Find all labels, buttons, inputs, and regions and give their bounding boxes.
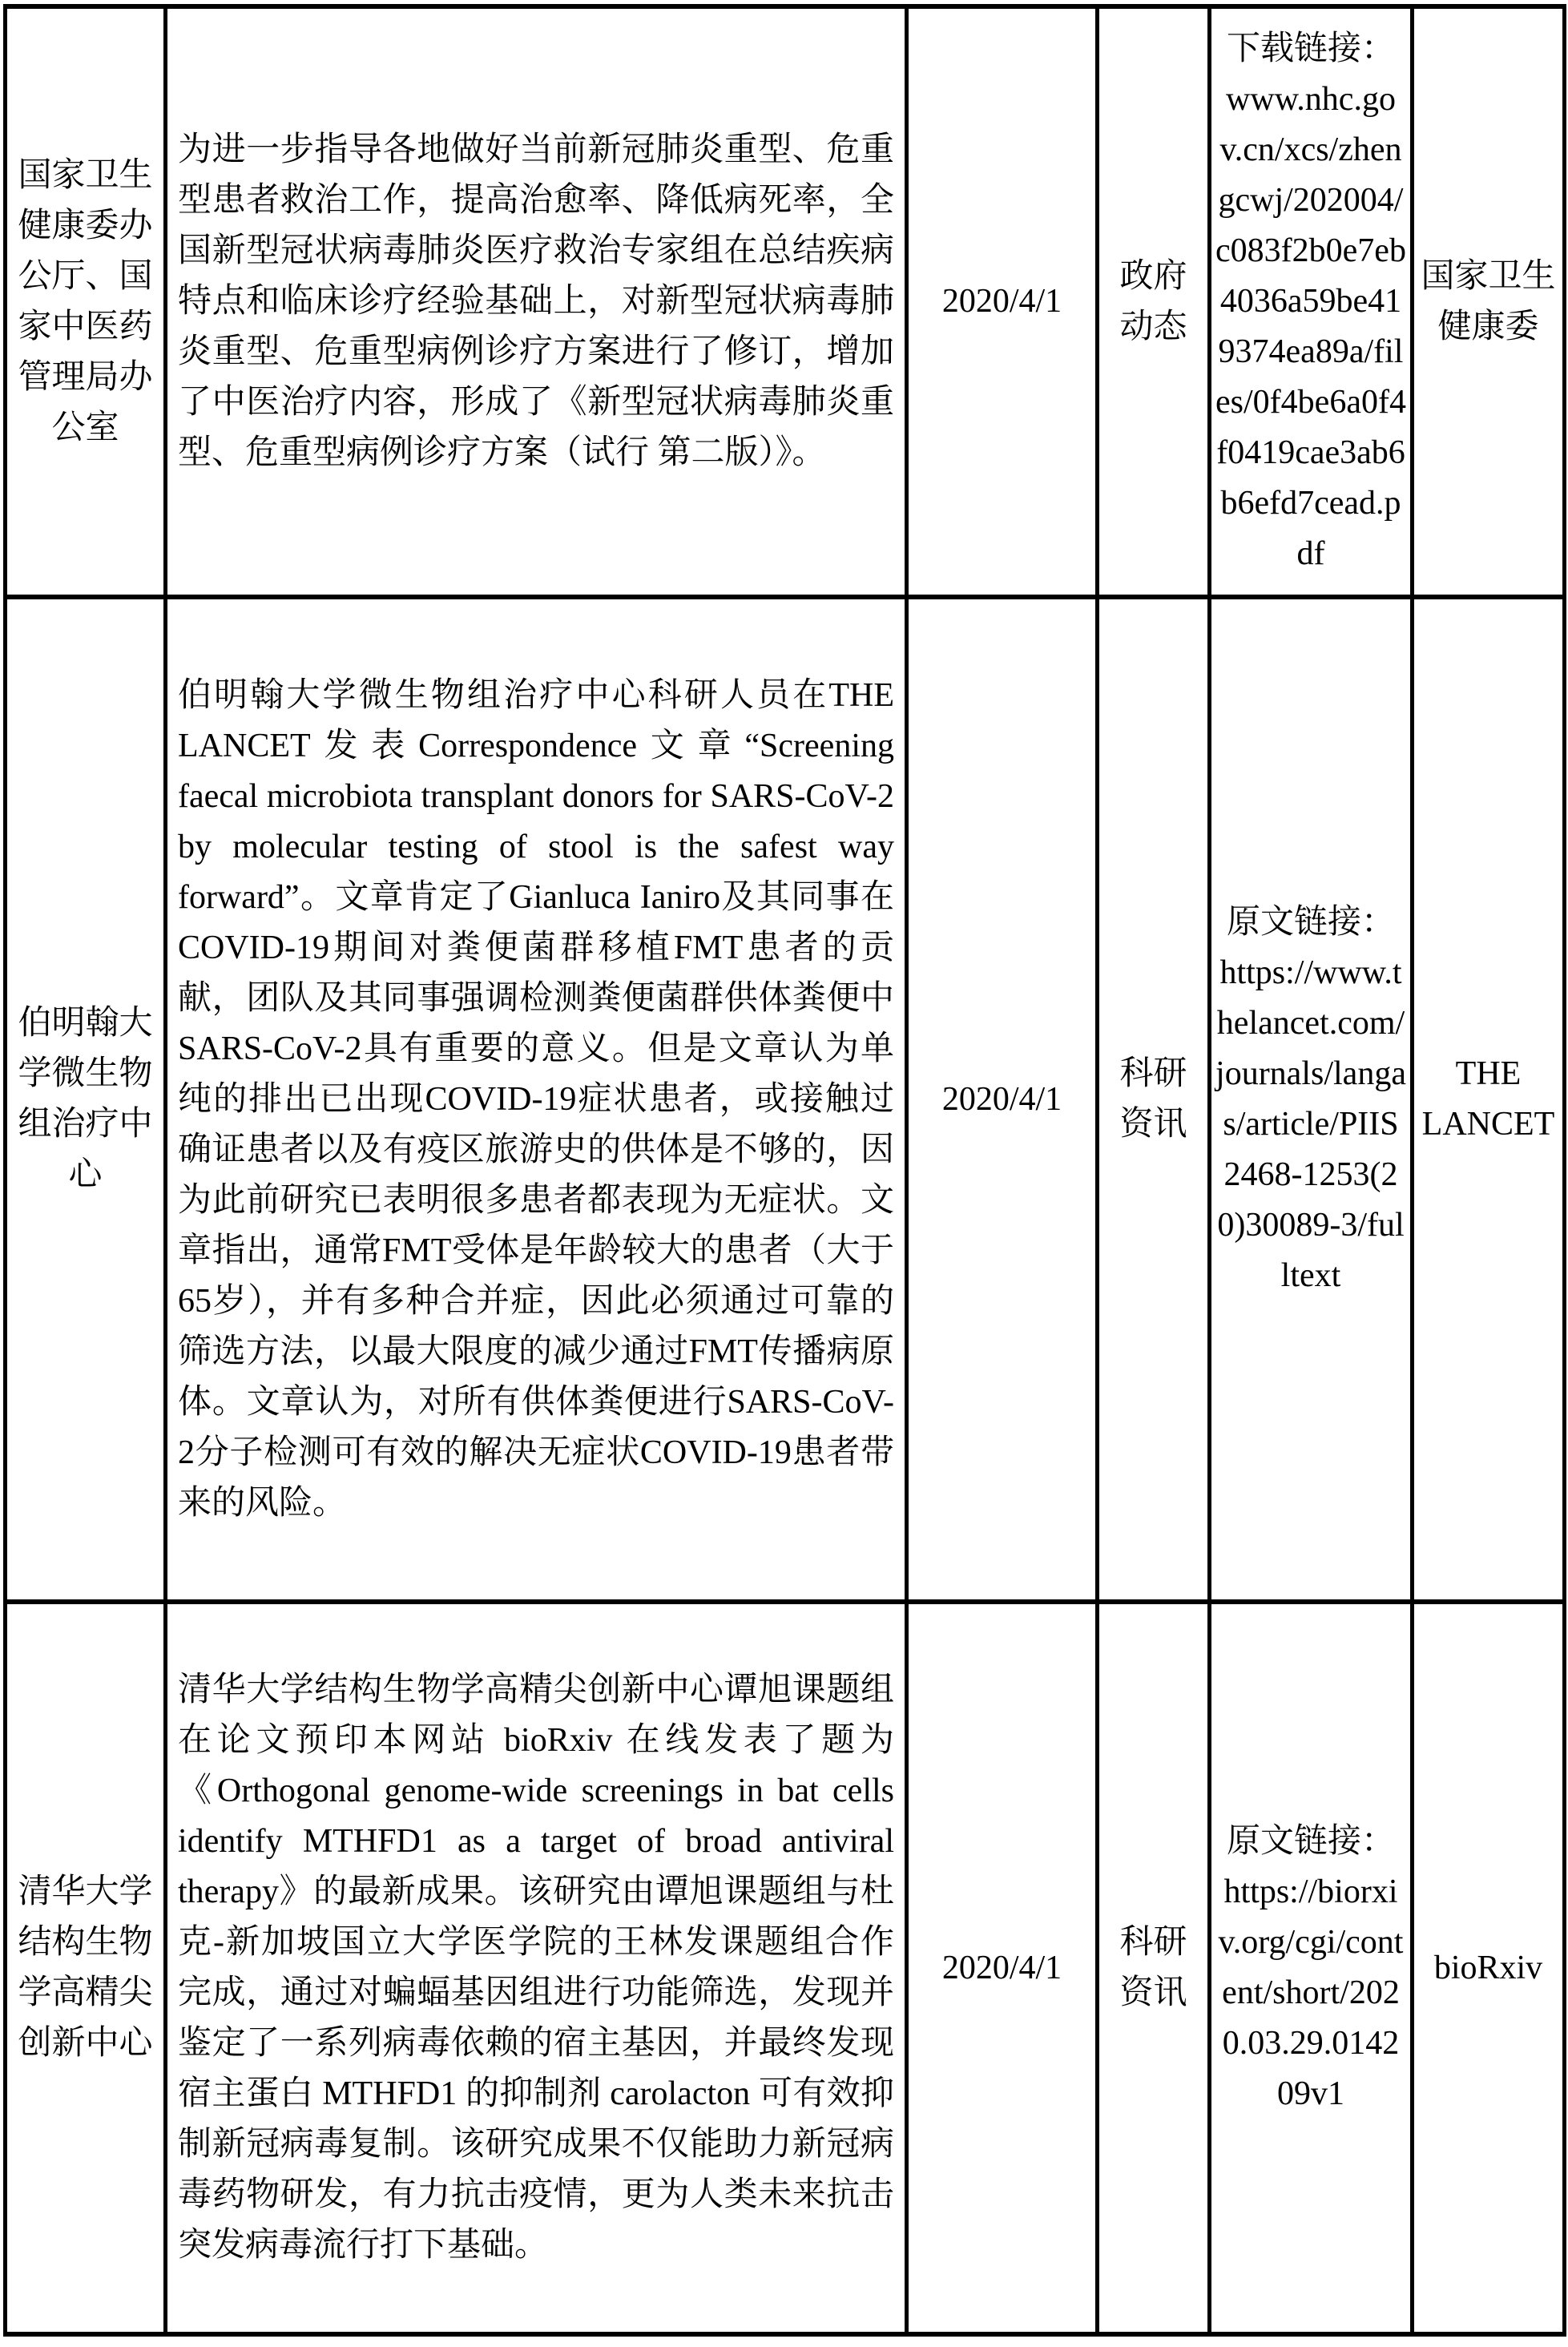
source-cell: 国家卫生健康委 <box>1413 6 1565 597</box>
table-row <box>6 597 1565 1602</box>
link-url: https://www.thelancet.com/journals/langas/article/PIIS2468-1253(20)30089-3/fulltext <box>1215 954 1406 1294</box>
link-label: 原文链接： <box>1226 1823 1395 1860</box>
bulletin-table <box>3 4 1566 2337</box>
date-cell: 2020/4/1 <box>907 1602 1098 2334</box>
table-row <box>6 6 1565 597</box>
org-cell: 清华大学结构生物学高精尖创新中心 <box>6 1602 166 2334</box>
category-cell: 科研资讯 <box>1098 597 1210 1602</box>
link-url: www.nhc.gov.cn/xcs/zhengcwj/202004/c083f2b0e7eb4036a59be419374ea89a/files/0f4be6a0f4f0419cae3ab6b6efd7cead.pdf <box>1215 81 1406 572</box>
date-cell: 2020/4/1 <box>907 6 1098 597</box>
source-cell: bioRxiv <box>1413 1602 1565 2334</box>
table-row <box>6 1602 1565 2334</box>
link-cell <box>1210 597 1413 1602</box>
content-cell: 清华大学结构生物学高精尖创新中心谭旭课题组在论文预印本网站 bioRxiv 在线发表了题为《Orthogonal genome-wide screenings in bat cells identify MTHFD1 as a target of broad antiviral therapy》的最新成果。该研究由谭旭课题组与杜克-新加坡国立大学医学院的王林发课题组合作完成，通过对蝙蝠基因组进行功能筛选，发现并鉴定了一系列病毒依赖的宿主基因，并最终发现宿主蛋白 MTHFD1 的抑制剂 carolacton 可有效抑制新冠病毒复制。该研究成果不仅能助力新冠病毒药物研发，有力抗击疫情，更为人类未来抗击突发病毒流行打下基础。 <box>166 1602 907 2334</box>
category-cell: 科研资讯 <box>1098 1602 1210 2334</box>
category-cell: 政府动态 <box>1098 6 1210 597</box>
org-cell: 伯明翰大学微生物组治疗中心 <box>6 597 166 1602</box>
link-cell <box>1210 1602 1413 2334</box>
content-cell: 伯明翰大学微生物组治疗中心科研人员在THE LANCET发表Correspondence文章“Screening faecal microbiota transplant donors for SARS-CoV-2 by molecular testing of stool is the safest way forward”。文章肯定了Gianluca Ianiro及其同事在COVID-19期间对粪便菌群移植FMT患者的贡献，团队及其同事强调检测粪便菌群供体粪便中SARS-CoV-2具有重要的意义。但是文章认为单纯的排出已出现COVID-19症状患者，或接触过确证患者以及有疫区旅游史的供体是不够的，因为此前研究已表明很多患者都表现为无症状。文章指出，通常FMT受体是年龄较大的患者（大于65岁），并有多种合并症，因此必须通过可靠的筛选方法，以最大限度的减少通过FMT传播病原体。文章认为，对所有供体粪便进行SARS-CoV-2分子检测可有效的解决无症状COVID-19患者带来的风险。 <box>166 597 907 1602</box>
link-label: 下载链接： <box>1226 30 1395 67</box>
link-cell <box>1210 6 1413 597</box>
org-cell: 国家卫生健康委办公厅、国家中医药管理局办公室 <box>6 6 166 597</box>
link-label: 原文链接： <box>1226 904 1395 941</box>
link-url: https://biorxiv.org/cgi/content/short/2020.03.29.014209v1 <box>1218 1873 1404 2112</box>
content-cell: 为进一步指导各地做好当前新冠肺炎重型、危重型患者救治工作，提高治愈率、降低病死率，全国新型冠状病毒肺炎医疗救治专家组在总结疾病特点和临床诊疗经验基础上，对新型冠状病毒肺炎重型、危重型病例诊疗方案进行了修订，增加了中医治疗内容，形成了《新型冠状病毒肺炎重型、危重型病例诊疗方案（试行 第二版）》。 <box>166 6 907 597</box>
date-cell: 2020/4/1 <box>907 597 1098 1602</box>
source-cell: THE LANCET <box>1413 597 1565 1602</box>
